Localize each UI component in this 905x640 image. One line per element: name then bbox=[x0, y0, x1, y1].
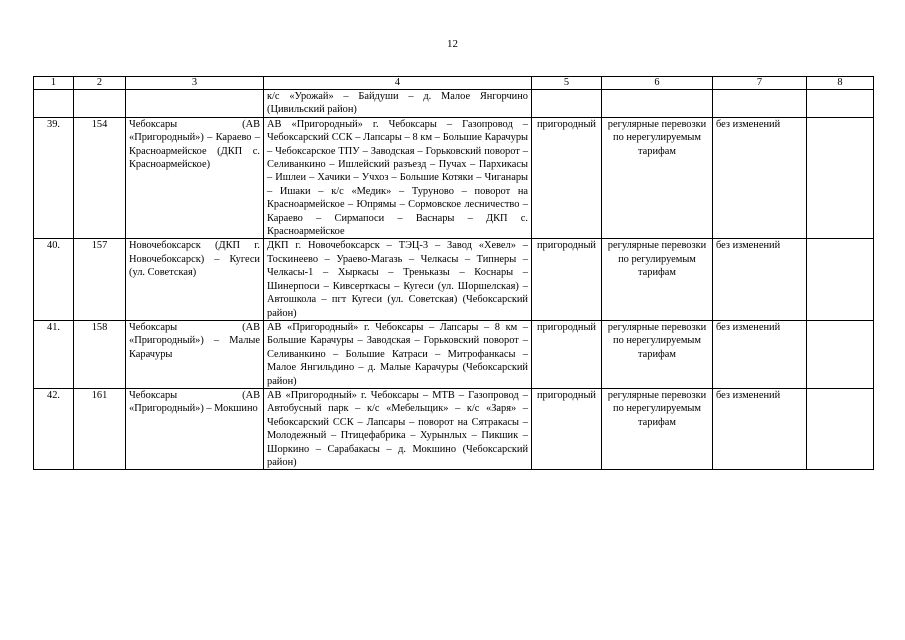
route-path-cell: АВ «Пригородный» г. Чебоксары – МТВ – Газопровод – Автобусный парк – к/с «Мебельщик» – к/с «Заря» – Чебоксарский ССК – Лапсары – поворот на Сятракасы – Молодежный – Птицефабрика – Хурынлых – Пикшик – Шоркино – Сарабакасы – д. Мокшино (Чебоксарский район) bbox=[264, 388, 532, 469]
changes-cell bbox=[713, 90, 807, 118]
table-row bbox=[34, 320, 874, 388]
route-path-cell: ДКП г. Новочебоксарск – ТЭЦ-3 – Завод «Хевел» – Тоскинеево – Ураево-Магазь – Челкасы – Типнеры – Челкасы-1 – Хыркасы – Треньказы – Коснары – Шинерпоси – Кивсерткасы – Кугеси (ул. Шоршелская) – Автошкола – пгт Кугеси (ул. Советская) (Чебоксарский район) bbox=[264, 239, 532, 320]
row-number-cell: 40. bbox=[34, 239, 74, 320]
carriage-type-cell bbox=[602, 90, 713, 118]
header-cell-2: 2 bbox=[74, 77, 126, 90]
route-number-cell: 158 bbox=[74, 320, 126, 388]
table-row bbox=[34, 388, 874, 469]
carriage-type-cell: регулярные перевозки по нерегулируемым тарифам bbox=[602, 388, 713, 469]
header-cell-5: 5 bbox=[532, 77, 602, 90]
route-type-cell: пригородный bbox=[532, 388, 602, 469]
column-8-cell bbox=[807, 388, 874, 469]
table-row bbox=[34, 239, 874, 320]
route-name-cell: Чебоксары (АВ «Пригородный») – Мокшино bbox=[126, 388, 264, 469]
route-name-cell: Чебоксары (АВ «Пригородный») – Малые Карачуры bbox=[126, 320, 264, 388]
route-name-cell bbox=[126, 90, 264, 118]
page-number: 12 bbox=[447, 38, 458, 50]
continuation-row bbox=[34, 90, 874, 118]
route-path-cell: АВ «Пригородный» г. Чебоксары – Лапсары – 8 км – Большие Карачуры – Заводская – Горьковский поворот – Селиванкино – Большие Катраси – Митрофанкасы – Малое Янгильдино – д. Малые Карачуры (Чебоксарский район) bbox=[264, 320, 532, 388]
column-8-cell bbox=[807, 320, 874, 388]
route-type-cell: пригородный bbox=[532, 320, 602, 388]
header-row bbox=[34, 77, 874, 90]
changes-cell: без изменений bbox=[713, 388, 807, 469]
header-cell-7: 7 bbox=[713, 77, 807, 90]
route-path-cell: АВ «Пригородный» г. Чебоксары – Газопровод – Чебоксарский ССК – Лапсары – 8 км – Большие Карачуры – Чебоксарское ТПУ – Заводская – Горьковский поворот – Селиванкино – Ишлейский разъезд – Пучах – Пархикасы – Ишлеи – Хачики – Учхоз – Большие Котяки – Чиганары – Ишаки – к/с «Медик» – Туруново – поворот на Красноармейское – Юпрямы – Сормовское лесничество – Караево – Сирмапоси – Васнары – ДКП с. Красноармейское bbox=[264, 117, 532, 239]
carriage-type-cell: регулярные перевозки по нерегулируемым тарифам bbox=[602, 117, 713, 239]
header-cell-3: 3 bbox=[126, 77, 264, 90]
header-cell-8: 8 bbox=[807, 77, 874, 90]
column-8-cell bbox=[807, 90, 874, 118]
row-number-cell bbox=[34, 90, 74, 118]
header-cell-4: 4 bbox=[264, 77, 532, 90]
changes-cell: без изменений bbox=[713, 239, 807, 320]
carriage-type-cell: регулярные перевозки по нерегулируемым тарифам bbox=[602, 320, 713, 388]
route-name-cell: Чебоксары (АВ «Пригородный») – Караево – Красноармейское (ДКП с. Красноармейское) bbox=[126, 117, 264, 239]
row-number-cell: 41. bbox=[34, 320, 74, 388]
route-number-cell bbox=[74, 90, 126, 118]
route-number-cell: 154 bbox=[74, 117, 126, 239]
row-number-cell: 42. bbox=[34, 388, 74, 469]
changes-cell: без изменений bbox=[713, 117, 807, 239]
route-number-cell: 157 bbox=[74, 239, 126, 320]
column-8-cell bbox=[807, 239, 874, 320]
column-8-cell bbox=[807, 117, 874, 239]
table-row bbox=[34, 117, 874, 239]
header-cell-6: 6 bbox=[602, 77, 713, 90]
routes-table bbox=[33, 76, 874, 470]
route-name-cell: Новочебоксарск (ДКП г. Новочебоксарск) – Кугеси (ул. Советская) bbox=[126, 239, 264, 320]
carriage-type-cell: регулярные перевозки по регулируемым тарифам bbox=[602, 239, 713, 320]
route-type-cell bbox=[532, 90, 602, 118]
route-type-cell: пригородный bbox=[532, 117, 602, 239]
header-cell-1: 1 bbox=[34, 77, 74, 90]
route-path-cell: к/с «Урожай» – Байдуши – д. Малое Янгорчино (Цивильский район) bbox=[264, 90, 532, 118]
changes-cell: без изменений bbox=[713, 320, 807, 388]
row-number-cell: 39. bbox=[34, 117, 74, 239]
route-number-cell: 161 bbox=[74, 388, 126, 469]
route-type-cell: пригородный bbox=[532, 239, 602, 320]
